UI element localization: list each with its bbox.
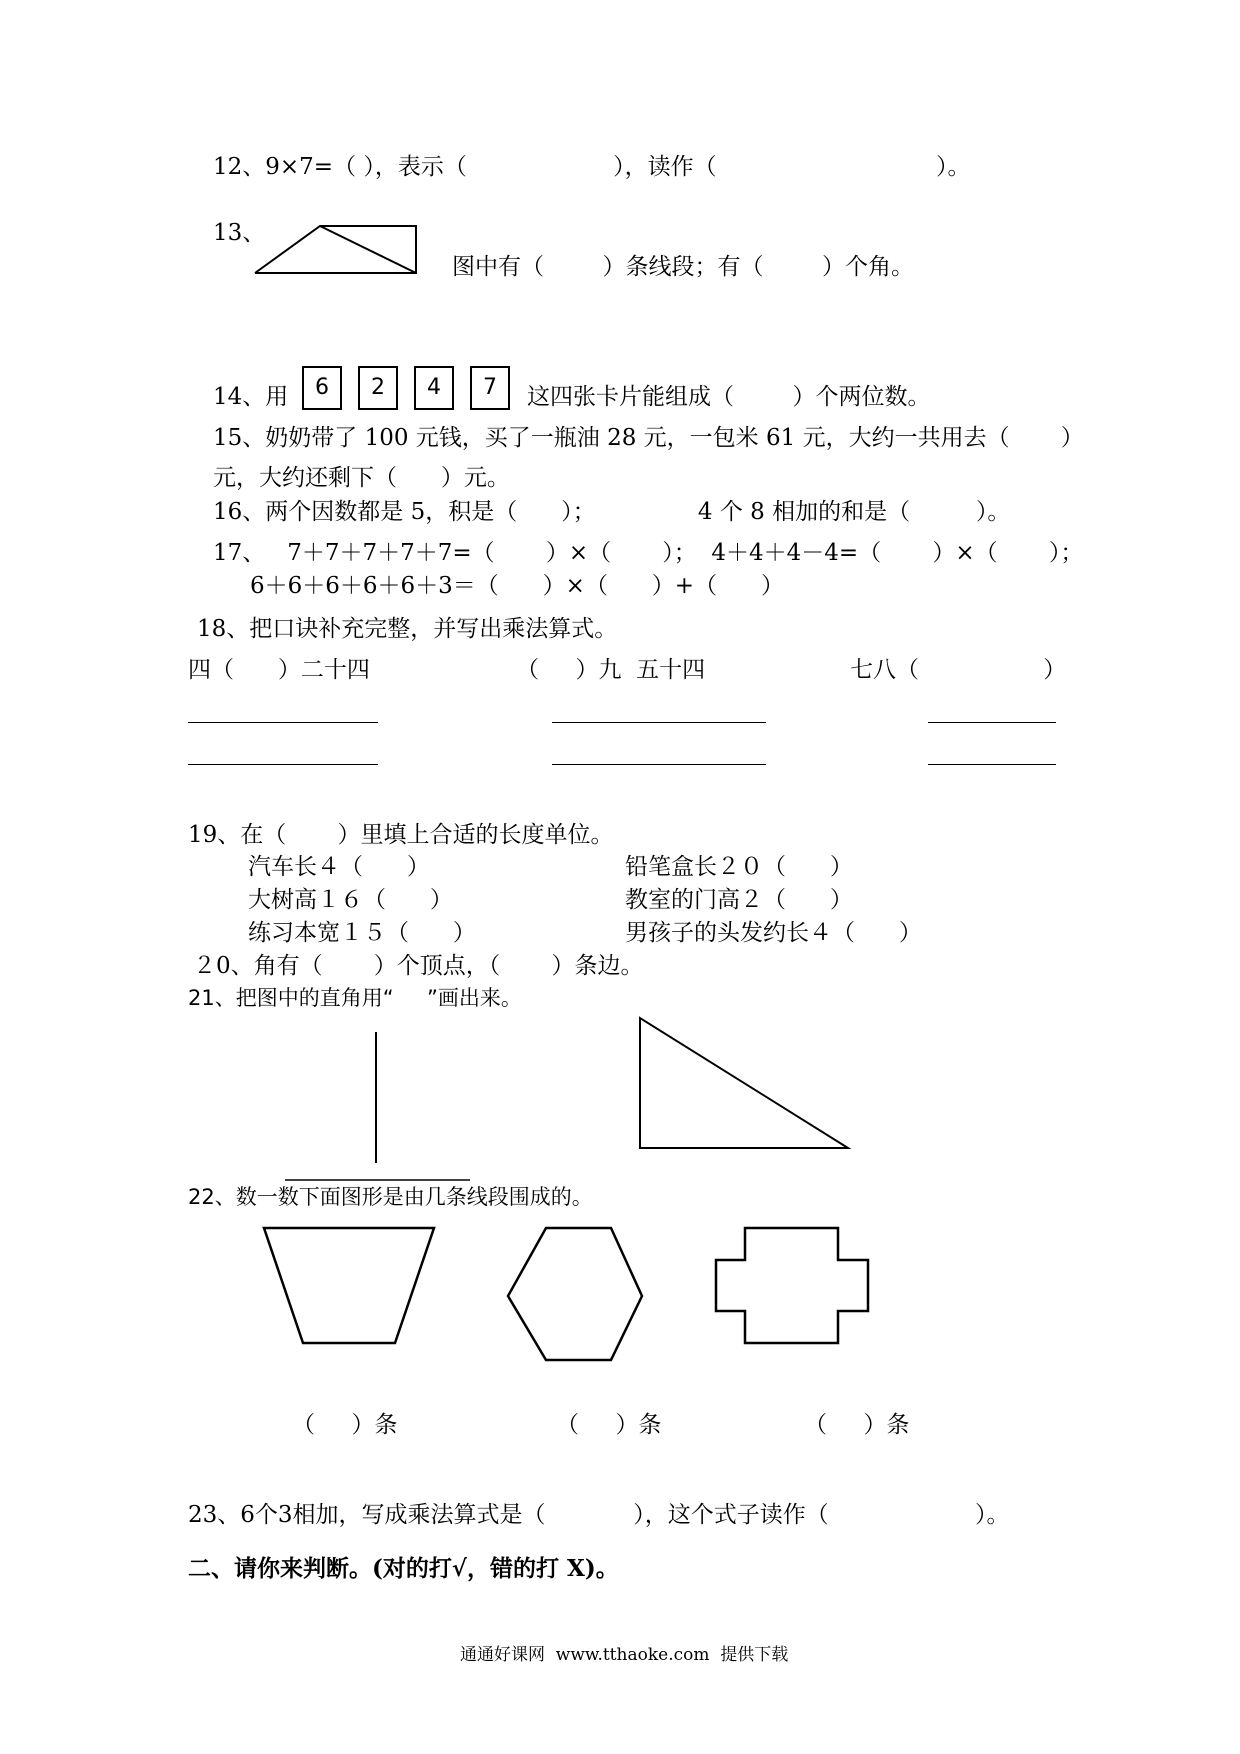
question-15-line-2: 元，大约还剩下（ ）元。 [213,465,510,491]
q22-figures [264,1228,868,1360]
question-23: 23、6个3相加，写成乘法算式是（ ），这个式子读作（ ）。 [188,1502,1010,1528]
question-19-item: 教室的门高２（ ） [625,887,853,913]
cross-shape [716,1228,868,1343]
q21-figure [285,1018,848,1180]
trapezoid-shape [264,1228,434,1343]
page-footer: 通通好课网 www.tthaoke.com 提供下载 [460,1645,789,1665]
question-21: 21、把图中的直角用“ ”画出来。 [188,986,522,1010]
question-22: 22、数一数下面图形是由几条线段围成的。 [188,1185,593,1209]
question-17-line-2: 6＋6＋6＋6＋6＋3＝（ ）×（ ）+（ ） [250,573,784,599]
number-card: 7 [470,366,510,410]
section-2-heading: 二、请你来判断。(对的打√，错的打 X)。 [188,1555,619,1582]
question-20: ２0、角有（ ）个顶点，（ ）条边。 [193,953,644,979]
q13-diagonal [320,226,416,273]
question-19-item: 男孩子的头发约长４（ ） [625,920,922,946]
question-17-line-1: 17、 7＋7＋7＋7＋7=（ ）×（ ）； 4＋4＋4－4=（ ）×（ ）； [213,540,1084,566]
question-14-suffix: 这四张卡片能组成（ ）个两位数。 [527,384,931,410]
shape-answer: （ ）条 [556,1412,662,1438]
question-19-title: 19、在（ ）里填上合适的长度单位。 [188,822,614,848]
question-13-text: 图中有（ ）条线段；有（ ）个角。 [452,254,914,280]
number-card: 2 [358,366,398,410]
hexagon-shape [508,1228,642,1360]
question-18-title: 18、把口诀补充完整，并写出乘法算式。 [197,616,618,642]
question-18-item: 四（ ）二十四 [188,657,370,683]
question-19-item: 练习本宽１５（ ） [248,920,476,946]
q21-right-triangle [640,1018,848,1148]
shape-answer: （ ）条 [804,1412,910,1438]
question-18-item: （ ）九 五十四 [516,657,706,683]
question-18-item: 七八（ ） [850,657,1067,683]
question-16: 16、两个因数都是 5，积是（ ）； 4 个 8 相加的和是（ ）。 [213,499,1011,525]
question-19-item: 汽车长４（ ） [248,854,430,880]
q13-figure [255,226,416,273]
question-13-number: 13、 [213,220,266,246]
question-19-item: 铅笔盒长２０（ ） [625,854,853,880]
question-19-item: 大树高１６（ ） [248,887,453,913]
shape-answer: （ ）条 [292,1412,398,1438]
question-14-prefix: 14、用 [213,384,289,410]
number-card: 6 [302,366,342,410]
question-15-line-1: 15、奶奶带了 100 元钱，买了一瓶油 28 元，一包米 61 元，大约一共用去（ ） [213,425,1084,451]
number-card: 4 [414,366,454,410]
question-12: 12、9×7=（ ），表示（ ），读作（ ）。 [213,154,971,180]
